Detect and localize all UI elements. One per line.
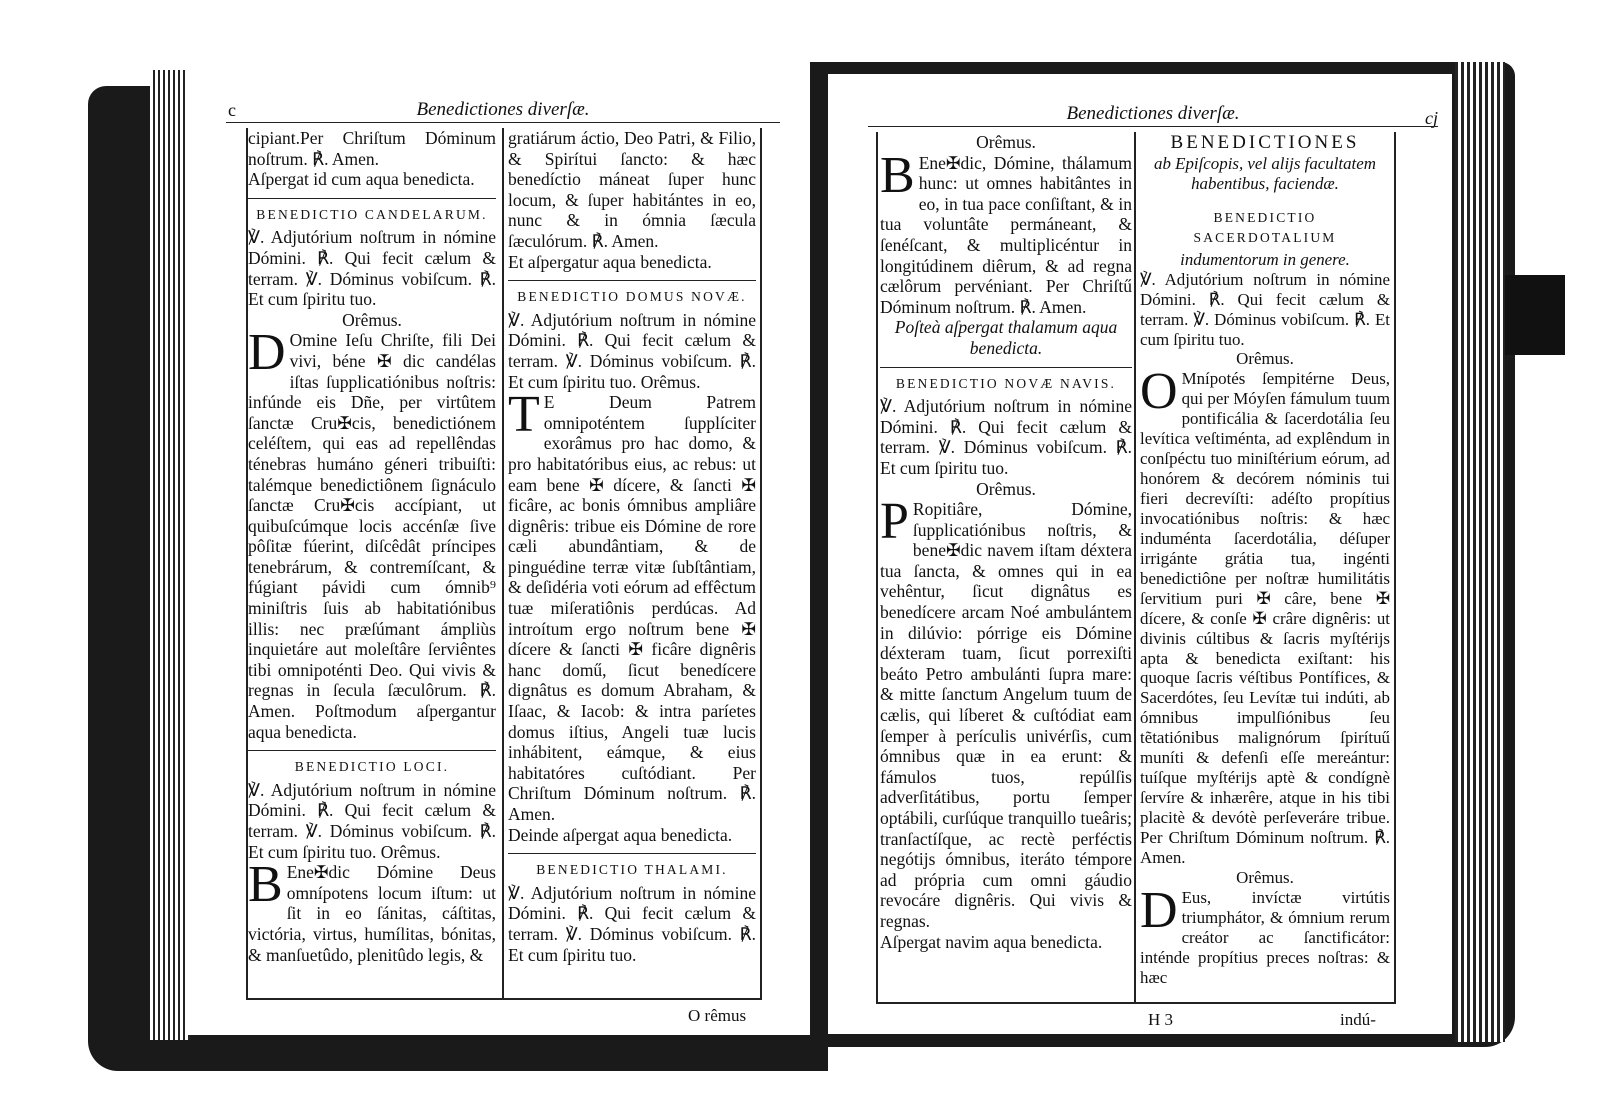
paragraph-text: Aſpergat navim aqua benedicta. [880, 931, 1103, 952]
drop-capital: D [248, 324, 286, 382]
paragraph-text: Mnípotés ſempitérne Deus, qui per Móyſen fámulum tuum pontificália & ſacerdotália ſeu levítica veſtiménta, ad explêndum in conſpéctu tuo miniſtérium eórum, ad honórem & decórem nóminis tui fieri decrevíſti: adéſto propítius invocatiónibus noſtris: & hæc induménta ſacerdotália, déſuper irrigánte grátia tua, ingénti benedictiône per noſtræ humilitátis ſervitium puri ✠ câre, bene ✠ dícere, & conſe ✠ crâre dignêris: ut divinis cúltibus & ſacris myſtérijs apta & benedicta exiſtant: his quoque ſacris véſtibus Pontífices, & Sacerdótes, ſeu Levítæ tui indúti, ab ómnibus impulſiónibus ſeu tẽtatiónibus malignórum ſpirítuű muníti & defenſi eſſe mereántur: tuíſque myſtérijs aptè & condígnè ſervíre & inhærêre, atque in his tibi placitè & devótè perſeveráre tribue. Per Chriſtum Dóminum noſtrum. ℟. Amen. [1140, 369, 1390, 867]
frame-rule [1394, 132, 1396, 1002]
bookmark-ribbon [1505, 275, 1565, 355]
drop-capital: B [880, 146, 915, 204]
paragraph-text: cipiant.Per Chriſtum Dóminum noſtrum. ℟. Amen. [248, 128, 496, 169]
section-heading: BENEDICTIO LOCI. [248, 750, 496, 778]
oremus-label: Orêmus. [342, 309, 402, 330]
frame-rule [876, 132, 878, 1002]
left-column-b [508, 128, 756, 965]
section-heading: BENEDICTIO THALAMI. [508, 853, 756, 881]
right-page [828, 74, 1452, 1034]
column-rule [1134, 132, 1136, 1002]
drop-capital: B [248, 856, 283, 914]
paragraph-text: E Deum Patrem omnipoténtem ſupplíciter exorâmus pro hac domo, & pro habitatóribus eius, ac rebus: ut eam bene ✠ dícere, & ſancti ✠ ficâre, ac bonis ómnibus ampliâre dignêris: tribue eis Dómine de rore cæli abundântiam, & de pinguédine terræ vitæ ſubſtântiam, & deſidéria voti eórum ad effêctum tuæ miſeratiônis perdúcas. Ad introítum ergo noſtrum bene ✠ dícere & ſancti ✠ ficâre dignêris hanc domű, ſicut benedícere dignâtus es domum Abraham, & Iſaac, & Iacob: & intra paríetes domus iſtius, Angeli tuæ lucis inhábitent, eámque, & eius habitatóres cuſtódiant. Per Chriſtum Dóminum noſtrum. ℟. Amen. [508, 392, 756, 824]
section-heading: BENEDICTIO SACERDOTALIUM [1193, 209, 1337, 245]
paragraph-text: ℣. Adjutórium noſtrum in nómine Dómini. ℟. Qui fecit cælum & terram. ℣. Dóminus vobiſcum. ℟. Et cum ſpiritu tuo. Orêmus. [508, 309, 756, 392]
folio-left: c [228, 100, 236, 120]
paragraph-text: ℣. Adjutórium noſtrum in nómine Dómini. ℟. Qui fecit cælum & terram. ℣. Dóminus vobiſcum. ℟. Et cum ſpiritu tuo. [508, 882, 756, 965]
major-heading: BENEDICTIONES [1170, 132, 1360, 153]
paragraph-text: Aſpergat id cum aqua benedicta. [248, 169, 475, 190]
oremus-label: Orêmus. [976, 478, 1036, 499]
right-column-a [880, 132, 1132, 952]
paragraph-text: Et aſpergatur aqua benedicta. [508, 251, 712, 272]
section-heading: BENEDICTIO DOMUS NOVÆ. [508, 280, 756, 308]
rubric: Poſteà aſpergat thalamum aqua benedicta. [894, 317, 1118, 358]
oremus-label: Orêmus. [976, 132, 1036, 152]
running-head-left: Benedictiones diverſæ. [226, 98, 780, 123]
dropcap-paragraph [248, 856, 496, 965]
paragraph-text: ℣. Adjutórium noſtrum in nómine Dómini. ℟. Qui fecit cælum & terram. ℣. Dóminus vobiſcum. ℟. Et cum ſpiritu tuo. [880, 396, 1132, 478]
section-heading: BENEDICTIO NOVÆ NAVIS. [880, 367, 1132, 395]
dropcap-paragraph [880, 146, 1132, 318]
drop-capital: D [1140, 881, 1178, 939]
bottom-rule [876, 1002, 1396, 1004]
dropcap-paragraph [508, 386, 756, 824]
page-edges-right [1455, 62, 1505, 1042]
oremus-label: Orêmus. [1236, 867, 1294, 887]
bottom-rule [246, 998, 762, 1000]
dropcap-paragraph [1140, 363, 1390, 867]
paragraph-text: ℣. Adjutórium noſtrum in nómine Dómini. ℟. Qui fecit cælum & terram. ℣. Dóminus vobiſcum. ℟. Et cum ſpiritu tuo. Orêmus. [248, 779, 496, 862]
paragraph-text: ℣. Adjutórium noſtrum in nómine Dómini. ℟. Qui fecit cælum & terram. ℣. Dóminus vobiſcum. ℟. Et cum ſpiritu tuo. [248, 227, 496, 310]
drop-capital: O [1140, 363, 1178, 421]
drop-capital: T [508, 386, 540, 444]
dropcap-paragraph [880, 493, 1132, 931]
paragraph-text: Ene✠dic Dómine Deus omnípotens locum iſtum: ut ſit in eo ſánitas, cáſtitas, victória, virtus, humílitas, bónitas, & manſuetûdo, plenitûdo legis, & [248, 862, 496, 965]
paragraph-text: Ropitiâre, Dómine, ſupplicatiónibus noſtris, & bene✠dic navem iſtam déxtera tua ſancta, & omnes qui in ea vehêntur, ſicut dignâtus es benedícere arcam Noé ambulántem in dilúvio: pórrige eis Dómine déxteram tuam, ſicut porrexiſti beáto Petro ambulánti ſupra mare: & mitte ſanctum Angelum tuum de cælis, qui líberet & cuſtódiat eam ſemper à perículis univérſis, cum ómnibus quæ in ea erunt: & fámulos tuos, repúlſis adverſitátibus, portu ſemper optábili, curſúque tranquillo tueâris; tranſactíſque, ac rectè perféctis negótijs ómnibus, iteráto témpore ad própria cum omni gáudio revocáre dignêris. Qui vivis & regnas. [880, 499, 1132, 931]
right-column-b [1140, 132, 1390, 987]
catchword-left: O rêmus [688, 1006, 747, 1025]
frame-rule [760, 128, 762, 998]
left-page [188, 70, 810, 1035]
catchword-right: indú- [1340, 1010, 1376, 1029]
column-rule [502, 128, 504, 998]
oremus-label: Orêmus. [1236, 349, 1294, 369]
running-head-right: Benedictiones diverſæ. [868, 102, 1438, 127]
paragraph-text: Ene✠dic, Dómine, thálamum hunc: ut omnes habitântes in eo, in tua pace conſiſtant, & in tua voluntâte permáneant, & ſenéſcant, & multiplicéntur in longitúdinem diêrum, & ad regna cælôrum pervéniant. Per Chriſtű Dóminum noſtrum. ℟. Amen. [880, 152, 1132, 317]
signature-mark: H 3 [1148, 1010, 1174, 1029]
dropcap-paragraph [1140, 881, 1390, 988]
left-column-a [248, 128, 496, 965]
paragraph-text: ℣. Adjutórium noſtrum in nómine Dómini. ℟. Qui fecit cælum & terram. ℣. Dóminus vobiſcum. ℟. Et cum ſpiritu tuo. [1140, 269, 1390, 349]
page-edges-left [150, 70, 190, 1040]
paragraph-text: Deinde aſpergat aqua benedicta. [508, 824, 733, 845]
dropcap-paragraph [248, 324, 496, 742]
paragraph-text: Omine Ieſu Chriſte, fili Dei vivi, béne ✠ dic candélas iſtas ſupplicatiónibus noſtris: infúnde eis Dñe, per virtûtem ſanctæ Cru✠cis, benedictiónem celéſtem, qui eas ad repellêndas ténebras humáno géneri tribuiſti: talémque benedictiônem ſignáculo ſanctæ Cru✠cis accípiant, ut quibuſcúmque locis accénſæ ſive pôſitæ fúerint, diſcêdât príncipes tenebrárum, & contremíſcant, & fúgiant pávidi cum ómnib⁹ miniſtris ſuis ab habitatiónibus illis: nec præſúmant ámpliùs inquietáre aut moleſtâre ſerviêntes tibi omnipoténti Deo. Qui vivis & regnas in ſecula ſæculôrum. ℟. Amen. Poſtmodum aſpergantur aqua benedicta. [248, 330, 496, 742]
subheading: ab Epiſcopis, vel alijs facultatem habentibus, faciendæ. [1154, 154, 1376, 193]
section-heading: BENEDICTIO CANDELARUM. [248, 198, 496, 226]
folio-right: cj [1425, 108, 1438, 128]
drop-capital: P [880, 493, 909, 551]
subheading: indumentorum in genere. [1180, 249, 1350, 269]
paragraph-text: gratiárum áctio, Deo Patri, & Filio, & Spirítui ſancto: & hæc benedíctio máneat ſuper hunc locum, & ſuper habitántes in eo, nunc & in ómnia ſæcula ſæculórum. ℟. Amen. [508, 128, 756, 251]
paragraph-text: Eus, invíctæ virtútis triumphátor, & ómnium rerum creátor ac ſanctificátor: inténde propítius preces noſtras: & hæc [1140, 887, 1390, 987]
